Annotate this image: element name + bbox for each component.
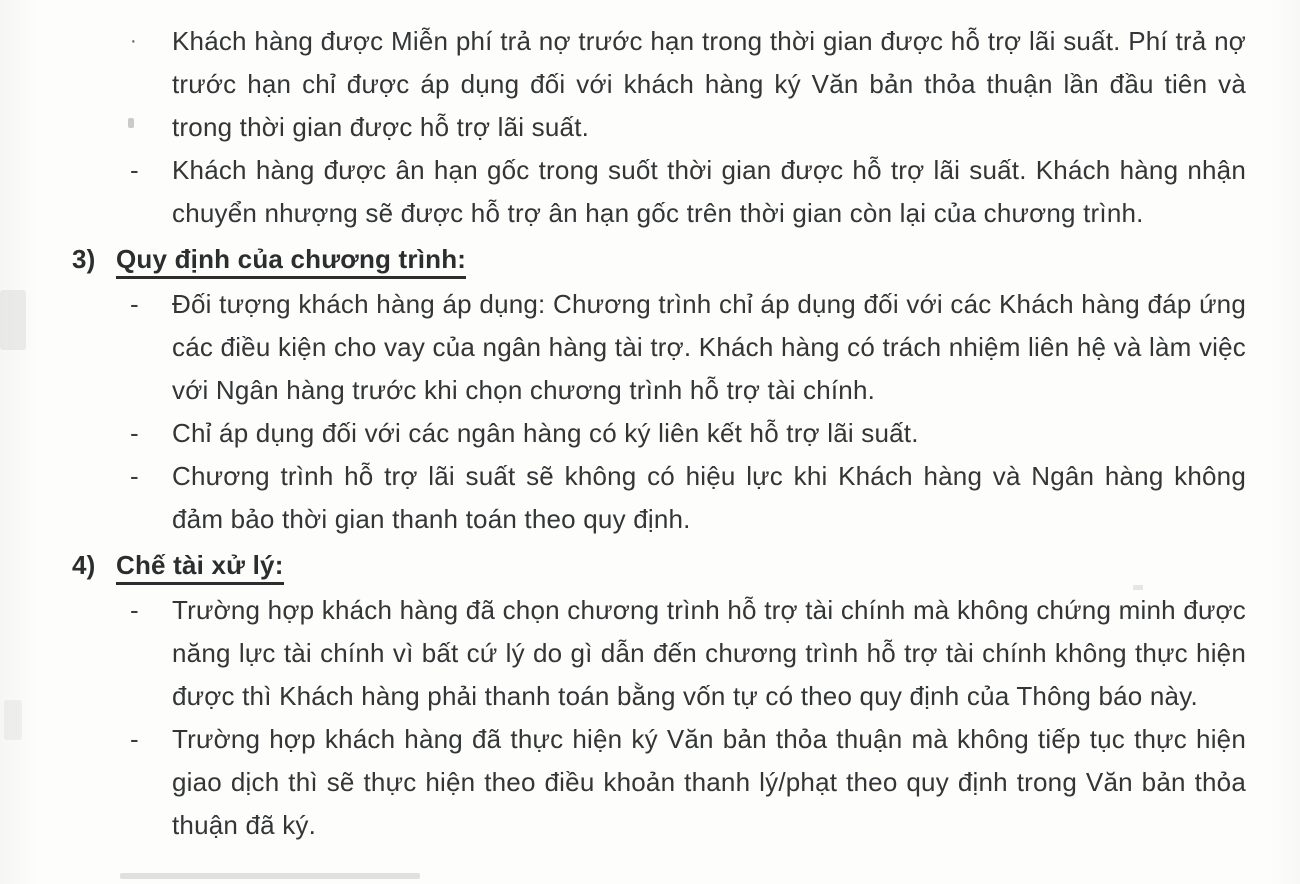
section-number: 3) [72, 244, 96, 274]
section-title-text: Quy định của chương trình: [116, 244, 466, 279]
bullet-marker: - [130, 155, 139, 185]
bullet-marker: - [130, 418, 139, 448]
paragraph-text: Chỉ áp dụng đối với các ngân hàng có ký liên kết hỗ trợ lãi suất. [172, 418, 919, 448]
bullet-marker: · [130, 30, 137, 52]
bullet-marker: - [130, 724, 139, 754]
section-title [116, 544, 284, 587]
scan-artifact [120, 873, 420, 879]
paragraph-text: Chương trình hỗ trợ lãi suất sẽ không có hiệu lực khi Khách hàng và Ngân hàng không đảm bảo thời gian thanh toán theo quy định. [172, 461, 1246, 534]
section-number: 4) [72, 550, 96, 580]
section-title [116, 238, 466, 281]
list-item [130, 412, 1246, 455]
paragraph-text: Khách hàng được ân hạn gốc trong suốt thời gian được hỗ trợ lãi suất. Khách hàng nhận chuyển nhượng sẽ được hỗ trợ ân hạn gốc trên thời gian còn lại của chương trình. [172, 155, 1246, 228]
list-item [130, 718, 1246, 847]
list-item [130, 283, 1246, 412]
list-item [130, 20, 1246, 149]
bullet-marker: - [130, 461, 139, 491]
paragraph-text: Khách hàng được Miễn phí trả nợ trước hạn trong thời gian được hỗ trợ lãi suất. Phí trả nợ trước hạn chỉ được áp dụng đối với khách hàng ký Văn bản thỏa thuận lần đầu tiên và trong thời gian được hỗ trợ lãi suất. [172, 26, 1246, 142]
section-title-text: Chế tài xử lý: [116, 550, 284, 585]
list-item [130, 589, 1246, 718]
list-item [130, 149, 1246, 235]
paragraph-text: Trường hợp khách hàng đã chọn chương trình hỗ trợ tài chính mà không chứng minh được năng lực tài chính vì bất cứ lý do gì dẫn đến chương trình hỗ trợ tài chính không thực hiện được thì Khách hàng phải thanh toán bằng vốn tự có theo quy định của Thông báo này. [172, 595, 1246, 711]
section-heading [72, 544, 1246, 587]
section-heading [72, 238, 1246, 281]
list-item [130, 455, 1246, 541]
paragraph-text: Đối tượng khách hàng áp dụng: Chương trình chỉ áp dụng đối với các Khách hàng đáp ứng các điều kiện cho vay của ngân hàng tài trợ. Khách hàng có trách nhiệm liên hệ và làm việc với Ngân hàng trước khi chọn chương trình hỗ trợ tài chính. [172, 289, 1246, 405]
paragraph-text: Trường hợp khách hàng đã thực hiện ký Văn bản thỏa thuận mà không tiếp tục thực hiện giao dịch thì sẽ thực hiện theo điều khoản thanh lý/phạt theo quy định trong Văn bản thỏa thuận đã ký. [172, 724, 1246, 840]
bullet-marker: - [130, 289, 139, 319]
bullet-marker: - [130, 595, 139, 625]
